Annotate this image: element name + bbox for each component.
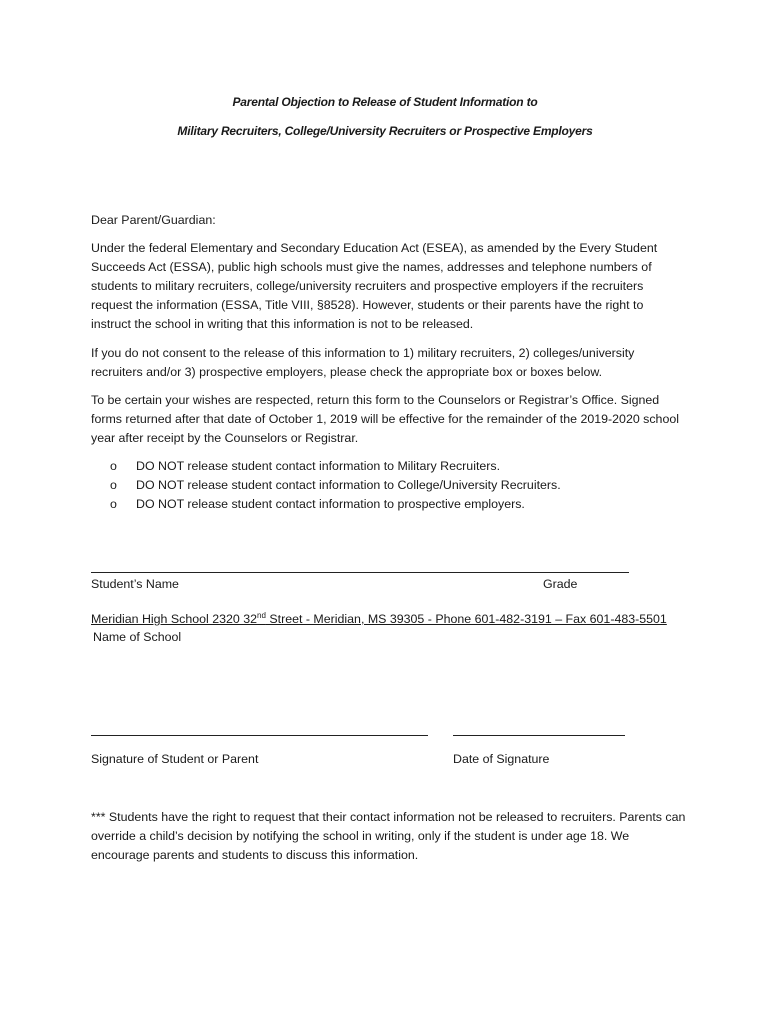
option-label: DO NOT release student contact information to Military Recruiters. <box>136 459 501 473</box>
paragraph-return-instructions <box>91 391 681 448</box>
ordinal-suffix: nd <box>257 610 266 620</box>
paragraph-text: Under the federal Elementary and Secondary Education Act (ESEA), as amended by the Every Student Succeeds Act (ESSA), public high schools must give the names, addresses and telephone numbers of students to military recruiters, college/university recruiters and prospective employers if the recruiters request the information (ESSA, Title VIII, §8528). However, students or their parents have the right to instruct the school in writing that this information is not to be released. <box>91 241 658 331</box>
school-name-address: Meridian High School 2320 32 <box>91 612 258 626</box>
school-address-phone-fax: Street - Meridian, MS 39305 - Phone 601-482-3191 – Fax 601-483-5501 <box>265 612 667 626</box>
footnote: *** Students have the right to request that their contact information not be released to recruiters. Parents can override a child’s decision by notifying the school in writing, only if the student is under age 18. We encourage parents and students to discuss this information. <box>91 810 686 862</box>
paragraph-consent <box>91 344 681 382</box>
grade-label: Grade <box>543 577 578 591</box>
student-name-grade-line[interactable] <box>91 572 629 573</box>
option-label: DO NOT release student contact information to prospective employers. <box>136 497 525 511</box>
salutation: Dear Parent/Guardian: <box>91 213 216 227</box>
paragraph-text: If you do not consent to the release of this information to 1) military recruiters, 2) colleges/university recruiters and/or 3) prospective employers, please check the appropriate box or boxes below. <box>91 346 635 379</box>
option-college-recruiters[interactable] <box>110 476 561 495</box>
option-prospective-employers[interactable] <box>110 495 561 514</box>
option-label: DO NOT release student contact information to College/University Recruiters. <box>136 478 561 492</box>
checkbox-circle-icon[interactable]: o <box>110 497 117 511</box>
student-name-label: Student’s Name <box>91 577 179 591</box>
school-name-label: Name of School <box>93 630 182 644</box>
date-label: Date of Signature <box>453 752 550 766</box>
paragraph-text: To be certain your wishes are respected, return this form to the Counselors or Registrar’s Office. Signed forms returned after that date of October 1, 2019 will be effective for the remainder of the 2019-2020 school year after receipt by the Counselors or Registrar. <box>91 393 679 445</box>
paragraph-esea <box>91 239 681 334</box>
signature-label: Signature of Student or Parent <box>91 752 259 766</box>
checkbox-circle-icon[interactable]: o <box>110 459 117 473</box>
signature-line[interactable] <box>91 735 428 736</box>
objection-options-list <box>110 457 561 514</box>
school-info-line <box>91 611 667 627</box>
option-military-recruiters[interactable] <box>110 457 561 476</box>
form-title-line-2: Military Recruiters, College/University Recruiters or Prospective Employers <box>177 124 593 138</box>
date-line[interactable] <box>453 735 625 736</box>
form-title-line-1: Parental Objection to Release of Student Information to <box>232 95 538 109</box>
checkbox-circle-icon[interactable]: o <box>110 478 117 492</box>
